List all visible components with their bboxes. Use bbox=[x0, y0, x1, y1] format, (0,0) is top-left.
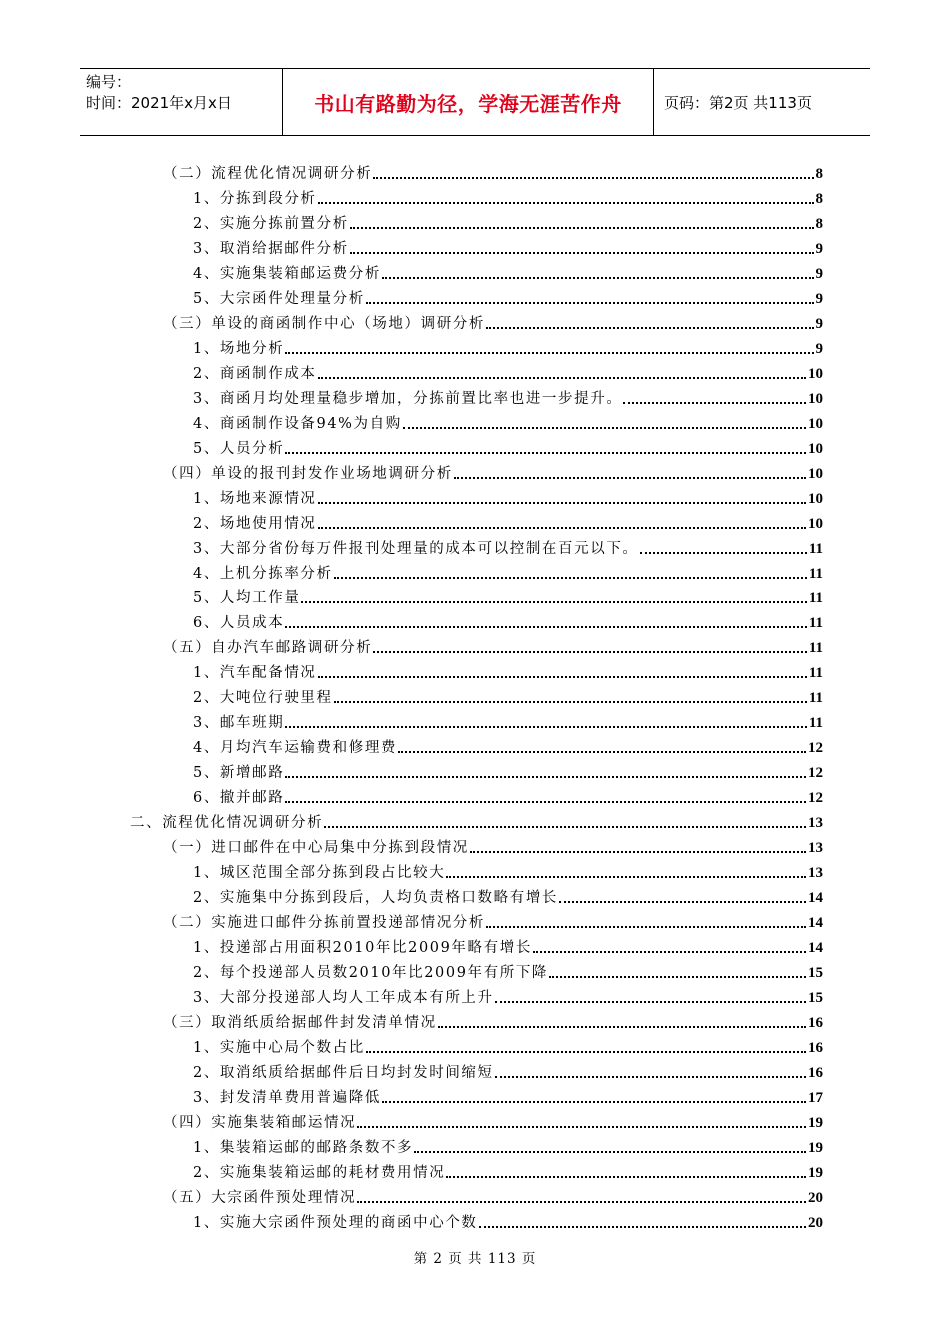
toc-entry-title: 5、人员分析 bbox=[193, 440, 285, 457]
toc-entry-title: （二）流程优化情况调研分析 bbox=[163, 166, 373, 182]
toc-dot-leader bbox=[324, 826, 806, 828]
toc-entry-page: 15 bbox=[808, 965, 823, 982]
toc-dot-leader bbox=[495, 1001, 806, 1003]
toc-entry[interactable] bbox=[193, 786, 823, 808]
toc-entry-title: 2、实施集装箱运邮的耗材费用情况 bbox=[193, 1164, 446, 1181]
toc-entry[interactable] bbox=[163, 911, 823, 933]
toc-entry[interactable] bbox=[193, 1086, 823, 1108]
header-motto: 书山有路勤为径，学海无涯苦作舟 bbox=[314, 91, 622, 116]
toc-entry[interactable] bbox=[193, 537, 823, 559]
toc-entry-title: 1、场地分析 bbox=[193, 340, 285, 357]
toc-entry-title: 2、大吨位行驶里程 bbox=[193, 690, 333, 707]
toc-entry-page: 8 bbox=[815, 215, 823, 232]
toc-entry-title: 6、人员成本 bbox=[193, 615, 285, 632]
toc-dot-leader bbox=[366, 302, 814, 304]
toc-dot-leader bbox=[382, 277, 814, 279]
toc-entry-title: 2、实施集中分拣到段后，人均负责格口数略有增长 bbox=[193, 890, 559, 907]
toc-dot-leader bbox=[623, 402, 806, 404]
toc-entry[interactable] bbox=[193, 1161, 823, 1183]
toc-entry-page: 9 bbox=[815, 265, 823, 282]
toc-entry-page: 11 bbox=[808, 665, 823, 682]
toc-entry[interactable] bbox=[193, 711, 823, 733]
toc-entry[interactable] bbox=[193, 262, 823, 284]
toc-entry-title: 1、实施大宗函件预处理的商函中心个数 bbox=[193, 1214, 478, 1231]
toc-entry-title: （五）自办汽车邮路调研分析 bbox=[163, 640, 373, 657]
toc-entry-page: 9 bbox=[815, 290, 823, 307]
toc-entry-title: 3、取消给据邮件分析 bbox=[193, 240, 349, 257]
toc-entry[interactable] bbox=[193, 287, 823, 309]
toc-entry-title: 二、流程优化情况调研分析 bbox=[130, 815, 324, 832]
toc-entry-page: 10 bbox=[808, 365, 823, 382]
toc-entry-page: 10 bbox=[808, 465, 823, 482]
toc-dot-leader bbox=[373, 177, 813, 179]
header-page-label: 页码：第2页 共113页 bbox=[664, 93, 812, 112]
toc-entry[interactable] bbox=[193, 512, 823, 534]
toc-entry-title: （三）取消纸质给据邮件封发清单情况 bbox=[163, 1014, 437, 1031]
toc-dot-leader bbox=[285, 801, 806, 803]
toc-entry[interactable] bbox=[193, 586, 823, 608]
toc-entry[interactable] bbox=[163, 636, 823, 658]
toc-entry-title: 1、分拣到段分析 bbox=[193, 190, 317, 207]
toc-entry[interactable] bbox=[193, 761, 823, 783]
toc-entry-title: （五）大宗函件预处理情况 bbox=[163, 1189, 357, 1206]
header-number-label: 编号： bbox=[86, 73, 132, 91]
toc-entry-title: 2、取消纸质给据邮件后日均封发时间缩短 bbox=[193, 1064, 494, 1081]
toc-entry[interactable] bbox=[193, 886, 823, 908]
toc-entry-title: 5、新增邮路 bbox=[193, 765, 285, 782]
toc-entry[interactable] bbox=[193, 187, 823, 209]
toc-dot-leader bbox=[479, 1226, 806, 1228]
toc-dot-leader bbox=[403, 427, 806, 429]
toc-dot-leader bbox=[318, 676, 807, 678]
toc-entry-page: 19 bbox=[808, 1164, 823, 1181]
toc-entry-page: 8 bbox=[815, 190, 823, 207]
toc-entry-title: 1、集装箱运邮的邮路条数不多 bbox=[193, 1139, 414, 1156]
toc-entry[interactable] bbox=[193, 1136, 823, 1158]
toc-entry[interactable] bbox=[193, 362, 823, 384]
toc-dot-leader bbox=[357, 1126, 806, 1128]
toc-entry-page: 10 bbox=[808, 415, 823, 432]
toc-dot-leader bbox=[334, 577, 807, 579]
toc-entry-page: 19 bbox=[808, 1114, 823, 1131]
toc-entry-page: 13 bbox=[808, 840, 823, 857]
toc-dot-leader bbox=[486, 926, 806, 928]
toc-entry-title: 6、撤并邮路 bbox=[193, 790, 285, 807]
toc-entry[interactable] bbox=[163, 1111, 823, 1133]
toc-entry-page: 8 bbox=[815, 166, 823, 182]
toc-dot-leader bbox=[640, 552, 807, 554]
toc-entry[interactable] bbox=[193, 237, 823, 259]
toc-entry-page: 14 bbox=[808, 890, 823, 907]
toc-entry[interactable] bbox=[130, 811, 823, 833]
toc-entry-page: 9 bbox=[815, 315, 823, 332]
toc-dot-leader bbox=[334, 701, 807, 703]
toc-dot-leader bbox=[357, 1201, 806, 1203]
toc-dot-leader bbox=[350, 252, 814, 254]
toc-entry-page: 16 bbox=[808, 1064, 823, 1081]
toc-entry[interactable] bbox=[193, 661, 823, 683]
toc-entry-title: 4、实施集装箱邮运费分析 bbox=[193, 265, 381, 282]
toc-entry[interactable] bbox=[193, 961, 823, 983]
toc-entry[interactable] bbox=[163, 1186, 823, 1208]
toc-entry[interactable] bbox=[163, 312, 823, 334]
toc-entry-page: 11 bbox=[808, 615, 823, 632]
toc-dot-leader bbox=[470, 851, 806, 853]
toc-entry-title: 4、上机分拣率分析 bbox=[193, 565, 333, 582]
toc-entry[interactable] bbox=[193, 437, 823, 459]
toc-dot-leader bbox=[495, 1076, 806, 1078]
toc-dot-leader bbox=[414, 1151, 806, 1153]
toc-dot-leader bbox=[318, 502, 806, 504]
toc-dot-leader bbox=[318, 527, 806, 529]
toc-entry-title: （四）单设的报刊封发作业场地调研分析 bbox=[163, 465, 453, 482]
toc-entry[interactable] bbox=[193, 611, 823, 633]
toc-dot-leader bbox=[398, 751, 806, 753]
toc-entry-title: 2、场地使用情况 bbox=[193, 515, 317, 532]
toc-entry-page: 11 bbox=[808, 690, 823, 707]
toc-entry-page: 11 bbox=[808, 540, 823, 557]
toc-dot-leader bbox=[285, 726, 806, 728]
toc-entry[interactable] bbox=[163, 162, 823, 184]
toc-entry-title: 5、人均工作量 bbox=[193, 590, 301, 607]
toc-entry[interactable] bbox=[193, 1211, 823, 1233]
toc-entry-page: 16 bbox=[808, 1039, 823, 1056]
toc-entry-page: 10 bbox=[808, 390, 823, 407]
toc-dot-leader bbox=[446, 1176, 806, 1178]
toc-entry-title: 3、封发清单费用普遍降低 bbox=[193, 1089, 381, 1106]
toc-dot-leader bbox=[438, 1026, 806, 1028]
toc-dot-leader bbox=[559, 901, 806, 903]
toc-entry-title: 1、实施中心局个数占比 bbox=[193, 1039, 365, 1056]
page-header bbox=[80, 68, 870, 136]
toc-entry-title: 1、场地来源情况 bbox=[193, 490, 317, 507]
toc-entry-title: 4、月均汽车运输费和修理费 bbox=[193, 740, 398, 757]
toc-entry[interactable] bbox=[193, 986, 823, 1008]
toc-dot-leader bbox=[285, 626, 806, 628]
toc-entry[interactable] bbox=[163, 836, 823, 858]
toc-entry-title: 2、实施分拣前置分析 bbox=[193, 215, 349, 232]
header-page-cell bbox=[654, 69, 870, 135]
header-info-cell bbox=[80, 69, 283, 135]
toc-dot-leader bbox=[318, 202, 814, 204]
toc-dot-leader bbox=[533, 951, 806, 953]
toc-entry-page: 11 bbox=[808, 640, 823, 657]
toc-dot-leader bbox=[285, 452, 806, 454]
toc-entry[interactable] bbox=[193, 212, 823, 234]
toc-dot-leader bbox=[318, 377, 806, 379]
toc-entry[interactable] bbox=[193, 861, 823, 883]
header-time-label: 时间：2021年x月x日 bbox=[86, 94, 232, 112]
toc-entry-title: （四）实施集装箱邮运情况 bbox=[163, 1114, 357, 1131]
toc-dot-leader bbox=[373, 651, 807, 653]
toc-entry-page: 19 bbox=[808, 1139, 823, 1156]
toc-entry-title: （一）进口邮件在中心局集中分拣到段情况 bbox=[163, 840, 469, 857]
toc-entry-page: 20 bbox=[808, 1214, 823, 1231]
toc-entry[interactable] bbox=[193, 487, 823, 509]
toc-entry-page: 13 bbox=[808, 865, 823, 882]
toc-entry-title: （三）单设的商函制作中心（场地）调研分析 bbox=[163, 315, 485, 332]
toc-dot-leader bbox=[382, 1101, 806, 1103]
toc-entry-title: 1、汽车配备情况 bbox=[193, 665, 317, 682]
toc-entry-page: 12 bbox=[808, 790, 823, 807]
toc-entry-title: 4、商函制作设备94%为自购 bbox=[193, 415, 402, 432]
toc-entry-page: 17 bbox=[808, 1089, 823, 1106]
toc-entry-page: 11 bbox=[808, 715, 823, 732]
toc-entry-title: （二）实施进口邮件分拣前置投递部情况分析 bbox=[163, 915, 485, 932]
toc-entry-page: 10 bbox=[808, 490, 823, 507]
toc-entry[interactable] bbox=[163, 1011, 823, 1033]
toc-entry[interactable] bbox=[193, 1061, 823, 1083]
toc-entry[interactable] bbox=[193, 936, 823, 958]
toc-entry-title: 3、邮车班期 bbox=[193, 715, 285, 732]
toc-entry-title: 3、商函月均处理量稳步增加，分拣前置比率也进一步提升。 bbox=[193, 390, 623, 407]
toc-dot-leader bbox=[285, 352, 813, 354]
toc-entry-page: 15 bbox=[808, 990, 823, 1006]
toc-entry-page: 13 bbox=[808, 815, 823, 832]
toc-entry[interactable] bbox=[193, 412, 823, 434]
toc-dot-leader bbox=[366, 1051, 806, 1053]
toc-entry[interactable] bbox=[193, 736, 823, 758]
toc-dot-leader bbox=[486, 327, 814, 329]
toc-entry[interactable] bbox=[193, 562, 823, 584]
toc-entry-title: 2、商函制作成本 bbox=[193, 365, 317, 382]
toc-entry-title: 1、城区范围全部分拣到段占比较大 bbox=[193, 865, 446, 882]
toc-entry-page: 14 bbox=[808, 940, 823, 957]
toc-entry-page: 20 bbox=[808, 1189, 823, 1206]
toc-entry-title: 3、大部分省份每万件报刊处理量的成本可以控制在百元以下。 bbox=[193, 540, 639, 557]
toc-entry-page: 9 bbox=[815, 340, 823, 357]
toc-entry-page: 16 bbox=[808, 1014, 823, 1031]
toc-dot-leader bbox=[350, 227, 814, 229]
toc-dot-leader bbox=[285, 776, 806, 778]
toc-dot-leader bbox=[549, 976, 806, 978]
toc-entry-page: 9 bbox=[815, 240, 823, 257]
toc-entry[interactable] bbox=[193, 686, 823, 708]
toc-entry[interactable] bbox=[193, 387, 823, 409]
toc-entry[interactable] bbox=[193, 337, 823, 359]
toc-entry-title: 2、每个投递部人员数2010年比2009年有所下降 bbox=[193, 965, 549, 982]
toc-dot-leader bbox=[301, 601, 806, 603]
toc-entry[interactable] bbox=[193, 1036, 823, 1058]
toc-entry-title: 5、大宗函件处理量分析 bbox=[193, 290, 365, 307]
toc-entry-page: 11 bbox=[808, 590, 823, 607]
toc-entry-page: 14 bbox=[808, 915, 823, 932]
toc-dot-leader bbox=[446, 876, 806, 878]
toc-entry-page: 10 bbox=[808, 515, 823, 532]
toc-entry-page: 11 bbox=[808, 565, 823, 582]
toc-dot-leader bbox=[454, 477, 806, 479]
toc-entry-title: 1、投递部占用面积2010年比2009年略有增长 bbox=[193, 940, 532, 957]
header-motto-cell bbox=[283, 69, 654, 135]
page-footer: 第 2 页 共 113 页 bbox=[413, 1251, 537, 1267]
toc-entry-page: 10 bbox=[808, 440, 823, 457]
toc-entry-title: 3、大部分投递部人均人工年成本有所上升 bbox=[193, 990, 494, 1006]
toc-entry-page: 12 bbox=[808, 740, 823, 757]
toc-entry[interactable] bbox=[163, 462, 823, 484]
toc-entry-page: 12 bbox=[808, 765, 823, 782]
